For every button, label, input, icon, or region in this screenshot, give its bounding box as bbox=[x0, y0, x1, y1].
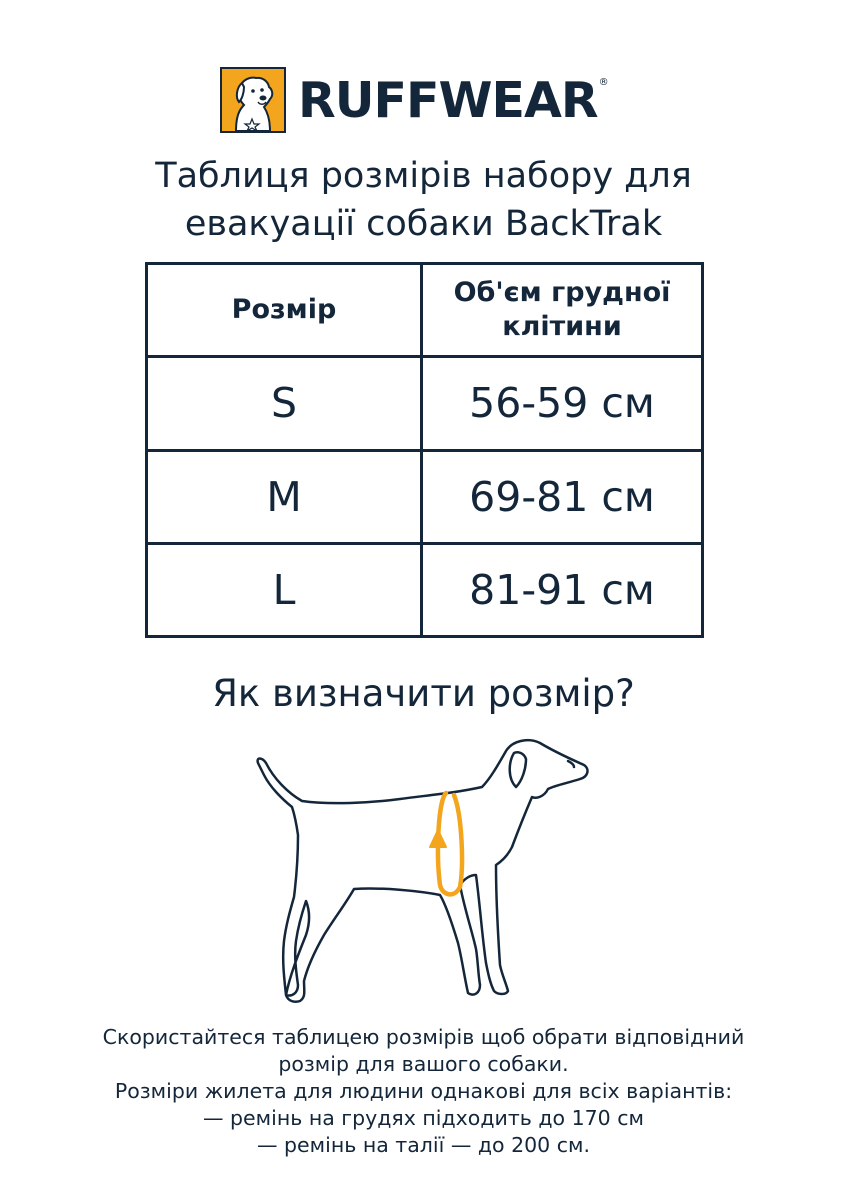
registered-mark: ® bbox=[598, 76, 608, 88]
header-chest-girth bbox=[422, 264, 703, 357]
girth-cell: 81-91 см bbox=[422, 543, 703, 636]
table-row bbox=[147, 450, 703, 543]
page-title bbox=[0, 152, 847, 248]
how-to-measure-heading: Як визначити розмір? bbox=[212, 672, 635, 715]
ruffwear-logo bbox=[220, 66, 608, 134]
size-cell: L bbox=[147, 543, 422, 636]
title-line-1: Таблиця розмірів набору для bbox=[155, 156, 692, 196]
brand-wordmark: RUFFWEAR ® bbox=[298, 71, 608, 129]
header-girth-line-2: клітини bbox=[502, 311, 622, 343]
note-line: Розміри жилета для людини однакові для всіх варіантів: bbox=[114, 1079, 733, 1103]
size-cell: S bbox=[147, 357, 422, 450]
header-size: Розмір bbox=[147, 264, 422, 357]
size-cell: M bbox=[147, 450, 422, 543]
size-table bbox=[145, 262, 704, 638]
measurement-arrow-icon bbox=[430, 830, 446, 847]
title-line-2: евакуації собаки BackTrak bbox=[184, 204, 663, 244]
girth-cell: 69-81 см bbox=[422, 450, 703, 543]
note-line: — ремінь на грудях підходить до 170 см bbox=[203, 1106, 644, 1130]
dog-measurement-illustration bbox=[250, 735, 600, 1010]
note-line: розмір для вашого собаки. bbox=[278, 1052, 569, 1076]
girth-cell: 56-59 см bbox=[422, 357, 703, 450]
table-header-row bbox=[147, 264, 703, 357]
note-line: — ремінь на талії — до 200 см. bbox=[257, 1133, 590, 1157]
dog-badge-icon bbox=[220, 67, 286, 133]
note-line: Скористайтеся таблицею розмірів щоб обрати відповідний bbox=[102, 1025, 745, 1049]
table-row bbox=[147, 543, 703, 636]
sizing-notes bbox=[0, 1024, 847, 1159]
table-row bbox=[147, 357, 703, 450]
header-girth-line-1: Об'єм грудної bbox=[453, 277, 671, 309]
dog-outline-icon bbox=[258, 740, 588, 1002]
